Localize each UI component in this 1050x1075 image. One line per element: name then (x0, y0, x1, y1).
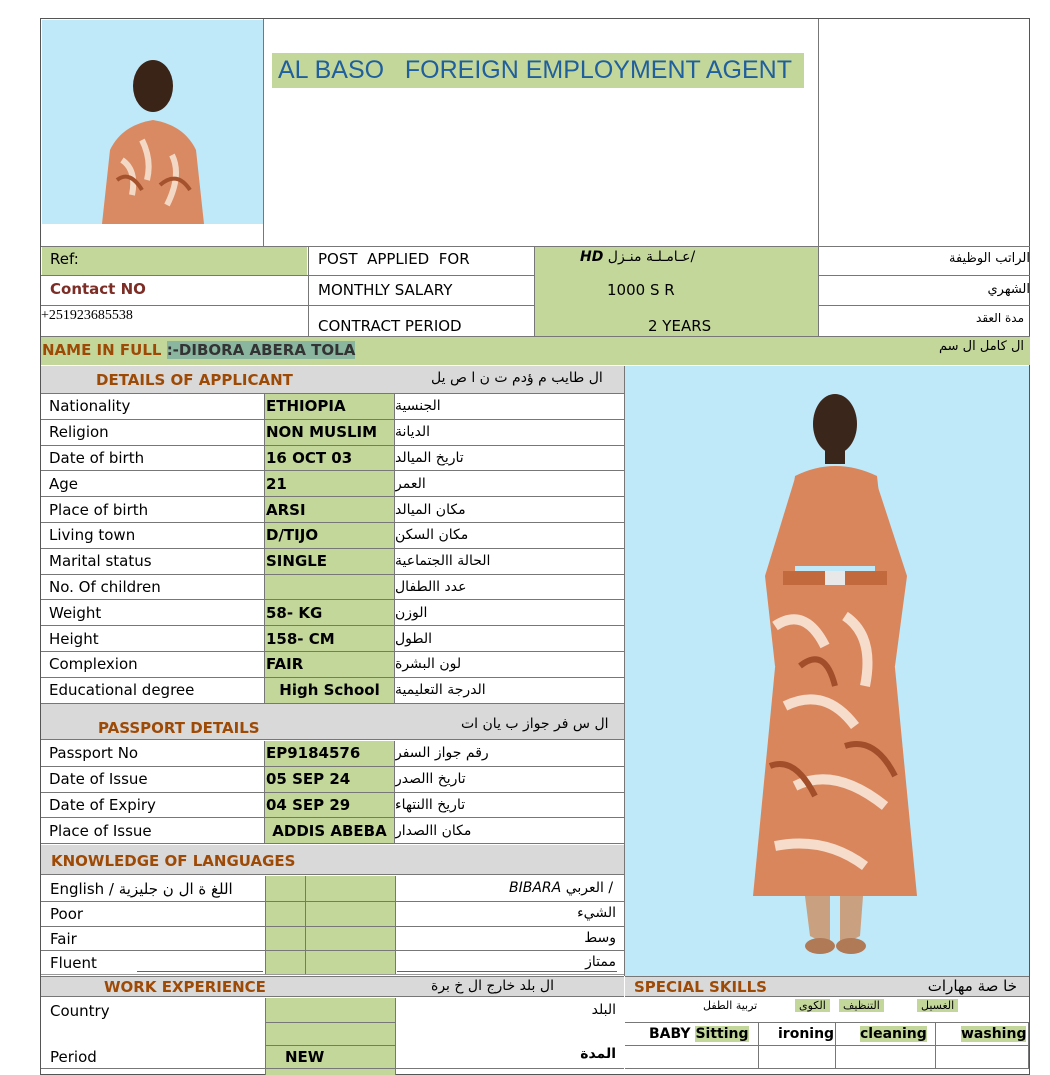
row-value: SINGLE (264, 549, 395, 574)
row-arabic-label: تاريخ الميالد (395, 449, 464, 466)
level-poor: Poor (50, 905, 84, 923)
full-name: :-DIBORA ABERA TOLA (166, 341, 356, 359)
level-fluent: Fluent (50, 954, 97, 972)
divider (265, 1022, 395, 1023)
skill-ar-ironing: الكوى (795, 999, 830, 1012)
row-value: High School (264, 678, 395, 703)
row-label: Date of Expiry (49, 795, 156, 814)
applicant-full-body-icon (625, 366, 1029, 976)
level-fair: Fair (50, 930, 77, 948)
languages-section-header (41, 845, 624, 875)
table-row (41, 600, 624, 626)
contract-label: CONTRACT PERIOD (318, 317, 462, 335)
post-label: POST APPLIED FOR (318, 250, 470, 268)
row-label: Age (49, 474, 79, 493)
arabic-code: BIBARA (509, 880, 562, 896)
ref-label: Ref: (50, 250, 79, 268)
level-fair-ar: وسط (584, 930, 616, 946)
divider (534, 247, 535, 336)
contact-label: Contact NO (50, 280, 146, 298)
row-value: FAIR (264, 652, 395, 677)
table-row (41, 471, 624, 497)
applicant-section-header (41, 366, 624, 394)
skill-baby-prefix: BABY (649, 1026, 696, 1042)
row-value: ADDIS ABEBA (264, 818, 395, 843)
skills-section-header (625, 976, 1029, 997)
row-label: Place of Issue (49, 821, 152, 840)
divider (263, 19, 264, 246)
table-row (41, 652, 624, 678)
skills-table (625, 998, 1029, 1075)
row-arabic-label: لون البشرة (395, 656, 462, 673)
contract-value: 2 YEARS (648, 317, 712, 335)
row-label: No. Of children (49, 577, 161, 596)
skill-ar-cleaning: التنظيف (839, 999, 884, 1012)
row-arabic-label: مكان الميالد (395, 501, 466, 518)
country-ar: البلد (591, 1002, 616, 1018)
row-value: 05 SEP 24 (264, 767, 395, 792)
divider (624, 366, 625, 976)
languages-table (41, 876, 624, 975)
passport-section-title: PASSPORT DETAILS (98, 719, 260, 737)
row-label: Nationality (49, 397, 131, 416)
row-label: Date of birth (49, 448, 145, 467)
row-label: Marital status (49, 552, 152, 571)
arabic-label-text: العربي / (565, 880, 614, 896)
row-arabic-label: العمر (395, 475, 426, 492)
divider (818, 19, 819, 246)
applicant-portrait-icon (42, 20, 263, 224)
full-body-photo (625, 366, 1029, 976)
table-row (41, 523, 624, 549)
table-row (41, 497, 624, 523)
divider (1028, 1022, 1029, 1068)
row-arabic-label: تاريخ االنتهاء (395, 796, 466, 813)
row-value: EP9184576 (264, 741, 395, 766)
experience-section-header (41, 976, 624, 997)
passport-section-header (41, 704, 624, 740)
table-row (41, 394, 624, 420)
skills-section-title: SPECIAL SKILLS (634, 978, 767, 996)
skill-ironing: ironing (778, 1026, 835, 1042)
divider (625, 1068, 1029, 1069)
salary-ar-1: الراتب (995, 251, 1030, 266)
row-value: ETHIOPIA (264, 394, 395, 419)
divider (41, 950, 624, 951)
experience-section-ar: ال بلد خارج ال خ برة (431, 978, 554, 994)
divider (758, 1022, 759, 1068)
table-row (41, 420, 624, 446)
country-label: Country (50, 1002, 110, 1020)
period-ar: المدة (580, 1046, 616, 1062)
level-fluent-ar: ممتاز (585, 954, 616, 970)
period-label: Period (50, 1048, 97, 1066)
agency-title-box (272, 53, 804, 88)
small-photo (42, 20, 263, 224)
salary-label: MONTHLY SALARY (318, 281, 453, 299)
skill-baby-label: Sitting (695, 1026, 749, 1042)
row-value: D/TIJO (264, 523, 395, 548)
row-arabic-label: مكان السكن (395, 527, 469, 544)
row-value (264, 575, 395, 600)
row-arabic-label: الوزن (395, 604, 428, 621)
row-value: 158- CM (264, 626, 395, 651)
post-code: HD (580, 249, 604, 265)
skills-section-ar: خا صة مهارات (927, 977, 1017, 995)
post-ar-label: الوظيفة (949, 251, 992, 266)
row-value: 04 SEP 29 (264, 793, 395, 818)
post-ar (949, 251, 1030, 266)
row-arabic-label: الطول (395, 630, 433, 647)
row-label: Living town (49, 526, 136, 545)
period-value: NEW (285, 1048, 325, 1066)
applicant-section-title: DETAILS OF APPLICANT (96, 371, 293, 389)
row-label: Weight (49, 603, 102, 622)
row-arabic-label: مكان االصدار (395, 822, 472, 839)
row-label: Complexion (49, 655, 138, 674)
divider (41, 1068, 624, 1069)
divider (41, 974, 624, 975)
arabic-label (509, 880, 613, 896)
table-row (41, 793, 624, 819)
row-arabic-label: الديانة (395, 424, 431, 441)
skill-ar-baby: تربية الطفل (703, 999, 758, 1012)
row-value: 16 OCT 03 (264, 446, 395, 471)
post-value (580, 249, 695, 265)
divider (265, 1045, 395, 1046)
english-label: English / اللغ ة ال ن جليزية (50, 880, 233, 898)
skill-washing: washing (961, 1026, 1027, 1042)
divider (625, 1045, 1029, 1046)
divider (41, 901, 624, 902)
row-label: Educational degree (49, 681, 195, 700)
row-value: NON MUSLIM (264, 420, 395, 445)
table-row (41, 626, 624, 652)
row-arabic-label: الحالة االجتماعية (395, 553, 491, 570)
row-value: 21 (264, 471, 395, 496)
underline (137, 971, 263, 972)
skill-cleaning: cleaning (860, 1026, 927, 1042)
agency-title: AL BASO FOREIGN EMPLOYMENT AGENT (278, 56, 793, 84)
skill-baby-sitting (649, 1026, 749, 1042)
table-row (41, 575, 624, 601)
table-row (41, 549, 624, 575)
divider (818, 247, 819, 336)
divider (935, 1022, 936, 1068)
experience-table (41, 998, 624, 1075)
divider (835, 1022, 836, 1068)
ref-cell (42, 247, 307, 275)
row-arabic-label: تاريخ االصدر (395, 771, 466, 788)
table-row (41, 767, 624, 793)
table-row (41, 741, 624, 767)
languages-section-title: KNOWLEDGE OF LANGUAGES (51, 852, 296, 870)
row-value: ARSI (264, 497, 395, 522)
row-arabic-label: الدرجة التعليمية (395, 682, 486, 699)
row-arabic-label: الجنسية (395, 398, 441, 415)
row-arabic-label: رقم جواز السفر (395, 745, 489, 762)
salary-ar: الشهري (987, 282, 1030, 297)
level-poor-ar: الشيء (577, 905, 616, 921)
name-label-text: NAME IN FULL (42, 341, 167, 359)
divider (395, 998, 396, 1075)
contract-ar: مدة العقد (976, 311, 1024, 325)
row-label: Height (49, 629, 99, 648)
name-label (42, 341, 355, 359)
name-ar: ال كامل ال سم (938, 339, 1024, 354)
row-value: 58- KG (264, 600, 395, 625)
applicant-section-ar: ال طايب م ؤدم ت ن ا ص يل (431, 370, 603, 386)
post-value-ar: عـامـلـة منـزل/ (607, 249, 696, 265)
divider (308, 247, 309, 336)
divider (41, 926, 624, 927)
row-label: Place of birth (49, 500, 149, 519)
table-row (41, 818, 624, 844)
table-row (41, 446, 624, 472)
divider (625, 1022, 1029, 1023)
row-label: Date of Issue (49, 770, 148, 789)
underline (397, 971, 617, 972)
table-row (41, 678, 624, 704)
experience-section-title: WORK EXPERIENCE (104, 978, 266, 996)
row-arabic-label: عدد االطفال (395, 578, 467, 595)
contact-value: +251923685538 (41, 308, 133, 323)
row-label: Religion (49, 423, 109, 442)
divider (265, 998, 266, 1075)
skill-ar-washing: الغسيل (917, 999, 958, 1012)
row-label: Passport No (49, 744, 139, 763)
salary-value: 1000 S R (607, 281, 675, 299)
passport-section-ar: ال س فر جواز ب يان ات (461, 716, 609, 732)
